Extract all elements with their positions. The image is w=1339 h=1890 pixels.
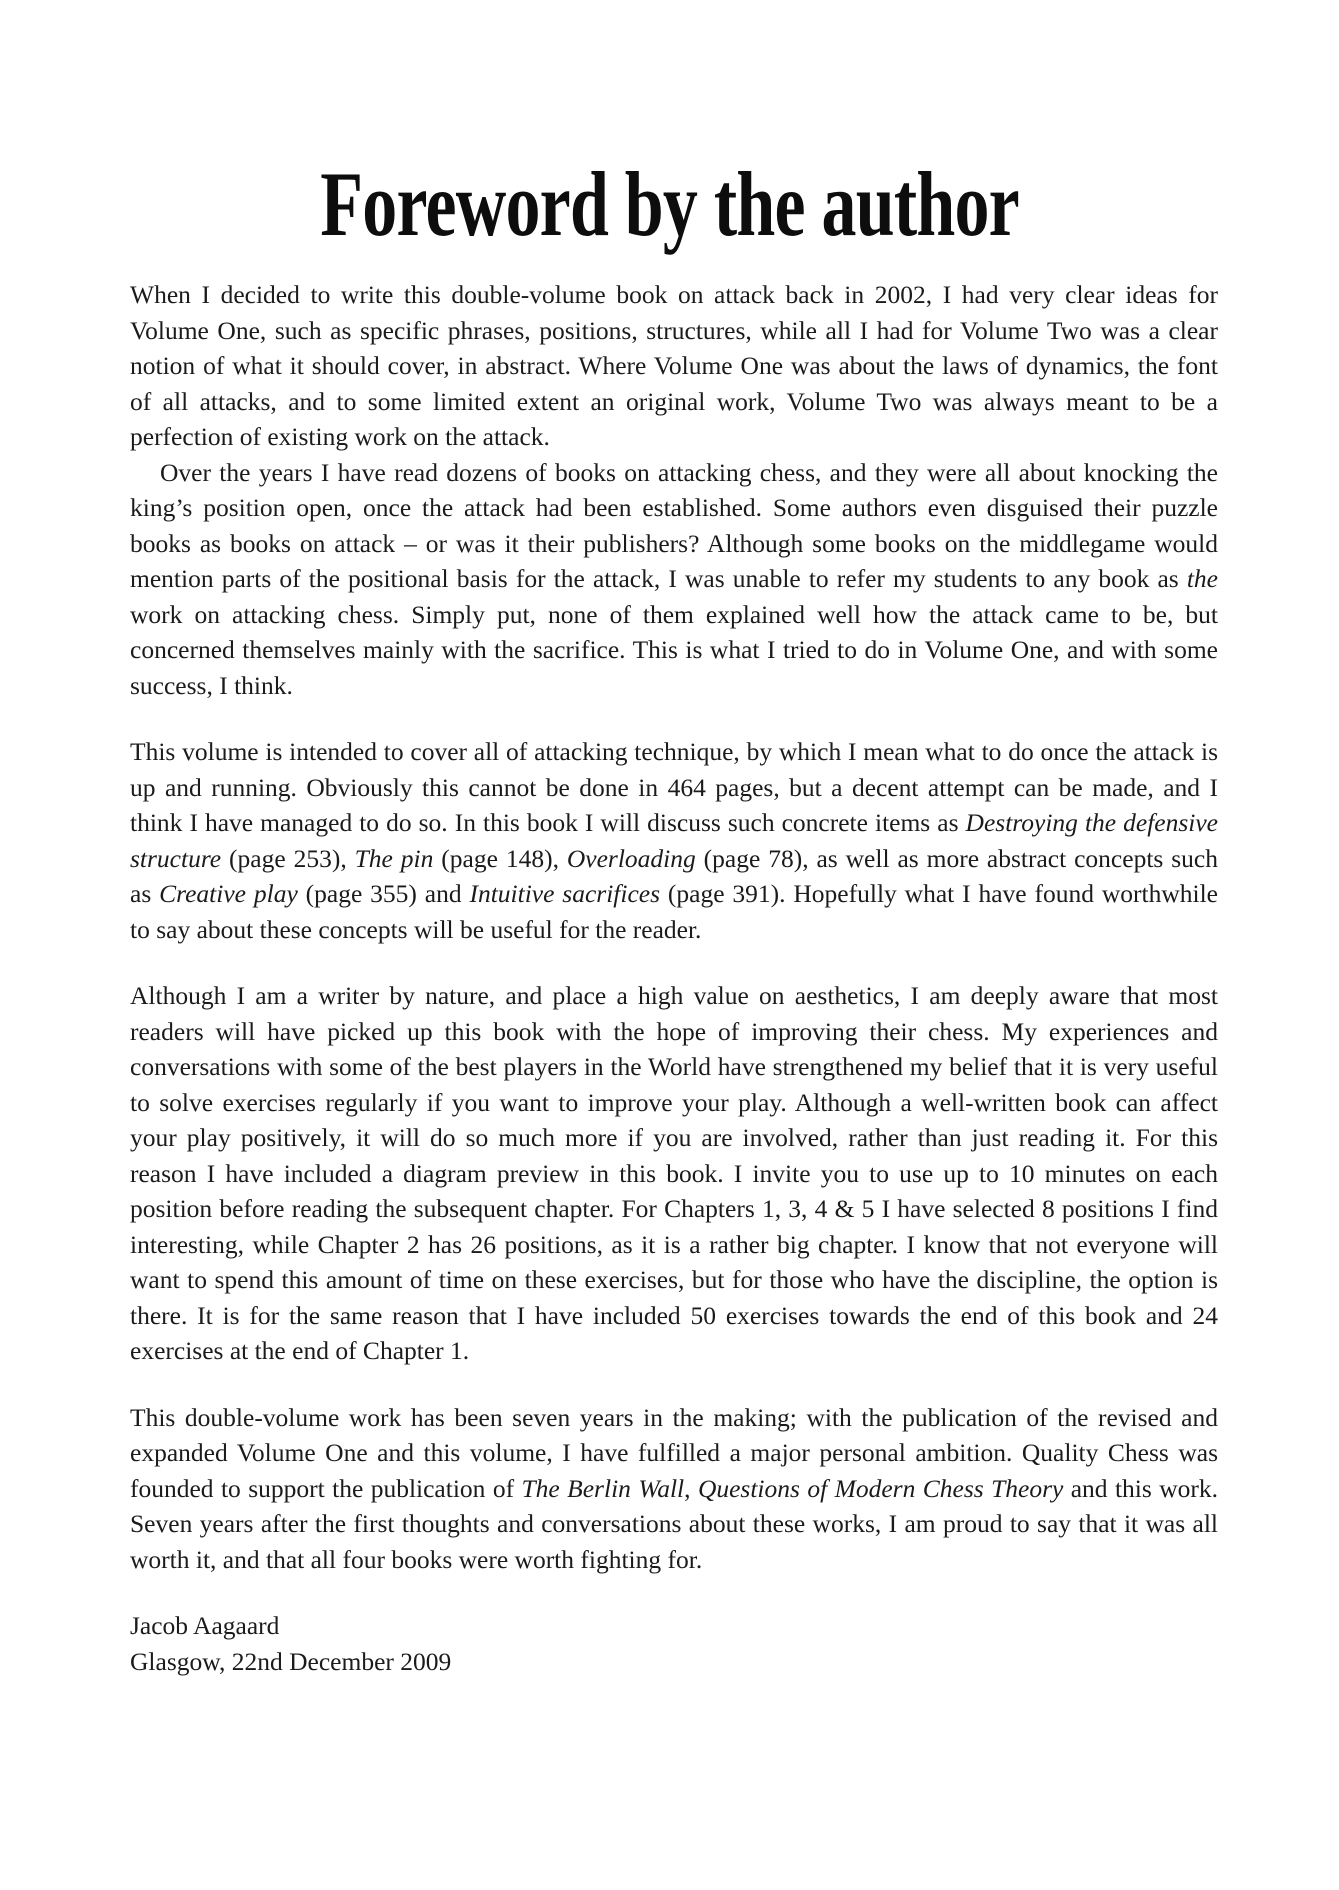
italic-text-run: Overloading	[566, 843, 696, 873]
paragraph	[130, 1400, 1218, 1578]
text-run: work on attacking chess. Simply put, none of them explained well how the attack came to be, but concerned themselves mainly with the sacrifice. This is what I tried to do in Volume One, and with some success, I think.	[130, 599, 1218, 700]
text-run: This double-volume work has been seven years in the making; with the publication of the revised and expanded Volume One and this volume, I have fulfilled a major personal ambition. Quality Chess was founded to support the publication of	[130, 1402, 1218, 1503]
signature-name: Jacob Aagaard	[130, 1611, 280, 1640]
italic-text-run: Creative play	[159, 879, 298, 908]
signature-block	[130, 1608, 1218, 1679]
text-run: and this work. Seven years after the first thoughts and conversations about these works, I am proud to say that it was all worth it, and that all four books were worth fighting for.	[130, 1473, 1219, 1574]
paragraph	[130, 978, 1218, 1369]
text-run: (page 78), as well as more abstract concepts such as	[130, 843, 1218, 908]
title-wrap	[0, 153, 1339, 255]
text-run: Although I am a writer by nature, and place a high value on aesthetics, I am deeply aware that most readers will have picked up this book with the hope of improving their chess. My experiences and conversations with some of the best players in the World have strengthened my belief that it is very useful to solve exercises regularly if you want to improve your play. Although a well-written book can affect your play positively, it will do so much more if you are involved, rather than just reading it. For this reason I have included a diagram preview in this book. I invite you to use up to 10 minutes on each position before reading the subsequent chapter. For Chapters 1, 3, 4 & 5 I have selected 8 positions I find interesting, while Chapter 2 has 26 positions, as it is a rather big chapter. I know that not everyone will want to spend this amount of time on these exercises, but for those who have the discipline, the option is there. It is for the same reason that I have included 50 exercises towards the end of this book and 24 exercises at the end of Chapter 1.	[130, 981, 1218, 1365]
paragraph	[130, 455, 1218, 704]
text-run: (page 391). Hopefully what I have found worthwhile to say about these concepts will be useful for the reader.	[130, 879, 1218, 944]
text-run: ,	[684, 1473, 698, 1503]
italic-text-run: Questions of Modern Chess Theory	[697, 1473, 1064, 1503]
paragraph	[130, 277, 1218, 455]
italic-text-run: The pin	[354, 843, 434, 873]
text-run: (page 253),	[221, 843, 355, 873]
foreword-body	[130, 277, 1218, 1679]
text-run: Over the years I have read dozens of books on attacking chess, and they were all about knocking the king’s position open, once the attack had been established. Some authors even disguised their puzzle books as books on attack – or was it their publishers? Although some books on the middlegame would mention parts of the positional basis for the attack, I was unable to refer my students to any book as	[130, 457, 1218, 593]
italic-text-run: Intuitive sacrifices	[469, 879, 661, 908]
text-run: (page 148),	[433, 843, 567, 873]
text-run: (page 355) and	[297, 879, 470, 908]
text-run: This volume is intended to cover all of attacking technique, by which I mean what to do once the attack is up and running. Obviously this cannot be done in 464 pages, but a decent attempt can be made, and I think I have managed to do so. In this book I will discuss such concrete items as	[130, 737, 1218, 837]
italic-text-run: The Berlin Wall	[521, 1473, 685, 1503]
italic-text-run: Destroying the defensive structure	[130, 808, 1219, 873]
text-run: When I decided to write this double-volume book on attack back in 2002, I had very clear ideas for Volume One, such as specific phrases, positions, structures, while all I had for Volume Two was a clear notion of what it should cover, in abstract. Where Volume One was about the laws of dynamics, the font of all attacks, and to some limited extent an original work, Volume Two was always meant to be a perfection of existing work on the attack.	[130, 280, 1218, 451]
signature-place-date: Glasgow, 22nd December 2009	[130, 1646, 452, 1676]
paragraph	[130, 734, 1218, 947]
page-title: Foreword by the author	[320, 153, 1019, 255]
italic-text-run: the	[1186, 564, 1218, 593]
